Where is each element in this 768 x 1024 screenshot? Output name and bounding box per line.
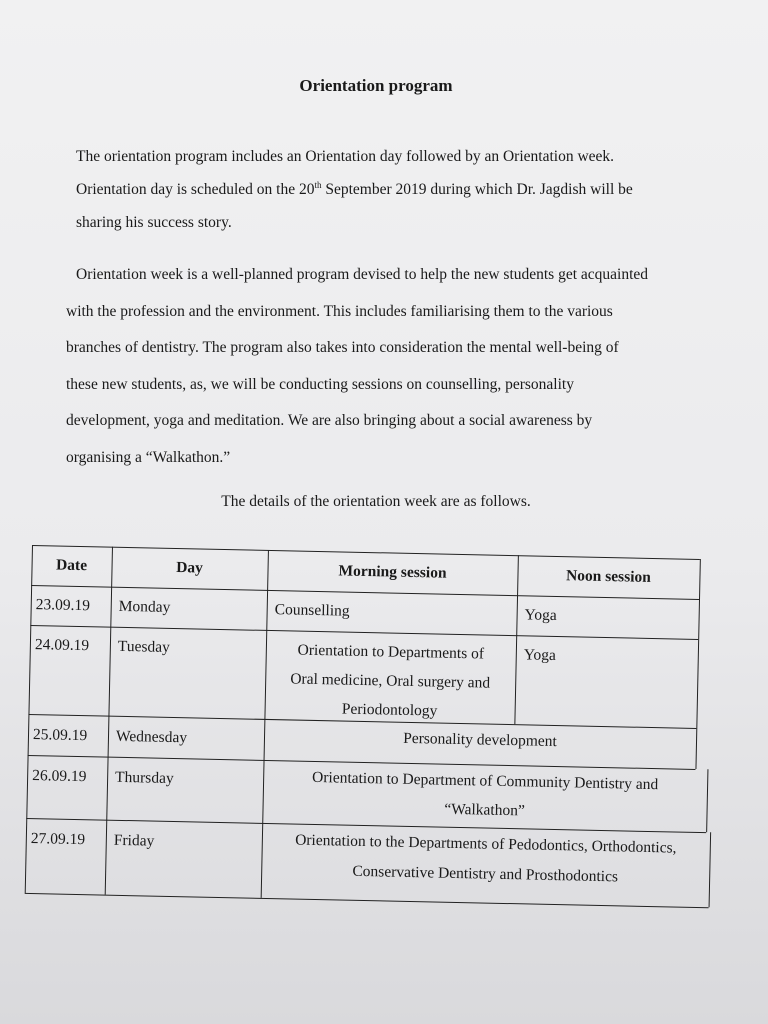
row5-morning-line1: Orientation to the Departments of Pedodontics, Orthodontics,: [294, 831, 677, 857]
row2-morning-line2: Oral medicine, Oral surgery and: [290, 670, 491, 692]
row2-day: Tuesday: [117, 637, 171, 656]
ordinal-superscript: th: [314, 179, 322, 190]
row1-noon: Yoga: [524, 606, 557, 625]
header-noon: Noon session: [565, 567, 652, 586]
row3-morning: Personality development: [403, 729, 558, 751]
intro-paragraph: [76, 140, 676, 239]
intro-line-2a: Orientation day is scheduled on the 20: [76, 181, 315, 198]
row1-day: Monday: [118, 597, 171, 616]
row2-morning-line3: Periodontology: [341, 700, 438, 720]
week-line-4: these new students, as, we will be conducting sessions on counselling, personality: [66, 375, 574, 393]
intro-line-2b: September 2019 during which Dr. Jagdish will be: [321, 181, 633, 198]
row5-day: Friday: [113, 831, 155, 850]
row4-morning-line1: Orientation to Department of Community Dentistry and: [311, 768, 659, 794]
row3-date: 25.09.19: [32, 726, 88, 745]
table-caption: The details of the orientation week are as follows.: [221, 493, 531, 510]
week-paragraph: [66, 257, 686, 476]
row1-date: 23.09.19: [35, 596, 91, 615]
week-line-2: with the profession and the environment. This includes familiarising them to the various: [66, 302, 613, 320]
row5-morning-line2: Conservative Dentistry and Prosthodontics: [352, 862, 619, 886]
week-line-5: development, yoga and meditation. We are also bringing about a social awareness by: [66, 412, 593, 429]
row4-morning-line2: “Walkathon”: [444, 800, 525, 820]
header-day: Day: [176, 559, 204, 577]
row3-day: Wednesday: [115, 727, 188, 747]
schedule-table: [24, 545, 721, 919]
page-title: Orientation program: [299, 76, 453, 95]
header-morning: Morning session: [338, 562, 447, 582]
week-line-6: organising a “Walkathon.”: [66, 448, 231, 466]
row1-morning: Counselling: [274, 601, 350, 620]
table-rule: [105, 547, 114, 895]
row4-day: Thursday: [114, 768, 174, 788]
intro-line-3: sharing his success story.: [76, 214, 232, 231]
table-rule: [25, 893, 709, 909]
row5-date: 27.09.19: [30, 830, 86, 849]
row4-date: 26.09.19: [31, 767, 87, 786]
week-line-1: Orientation week is a well-planned program devised to help the new students get acquainted: [76, 266, 649, 283]
row2-noon: Yoga: [523, 646, 557, 664]
row2-morning-line1: Orientation to Departments of: [297, 641, 485, 663]
header-date: Date: [55, 556, 88, 575]
intro-line-1: The orientation program includes an Orientation day followed by an Orientation week.: [76, 148, 615, 165]
row2-date: 24.09.19: [34, 636, 90, 655]
week-line-3: branches of dentistry. The program also takes into consideration the mental well-being of: [66, 339, 619, 356]
